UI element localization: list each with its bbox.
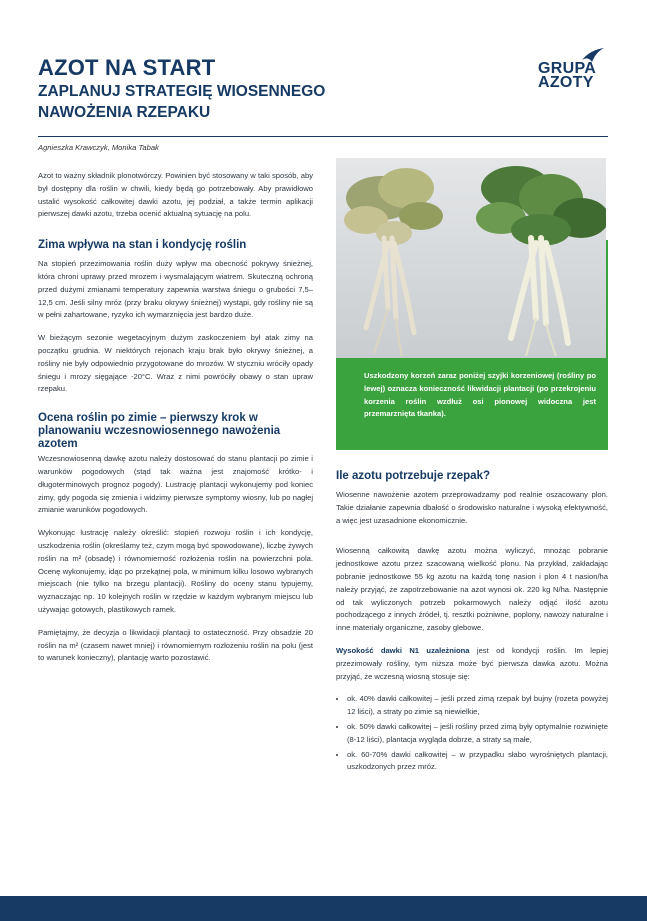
page-subtitle-line1: ZAPLANUJ STRATEGIĘ WIOSENNEGO [38, 83, 326, 100]
list-item: • ok. 60-70% dawki całkowitej – w przypadku słabo wyrośniętych plantacji, uszkodzonych przez mróz. [347, 749, 608, 775]
page-title: AZOT NA START [38, 55, 216, 80]
footer-bar [0, 896, 647, 921]
winter-paragraph-2: W bieżącym sezonie wegetacyjnym dużym zaskoczeniem był atak zimy na początku grudnia. W niektórych rejonach kraju brak było okrywy śnieżnej, a rośliny nie były odpowiednio przygotowane do mrozów. W styczniu wróciły opady śniegu i mrozy sięgające -20°C. Wraz z nimi powróciły obawy o stan upraw rzepaku. [38, 333, 313, 394]
assessment-paragraph-1: Wczesnowiosenną dawkę azotu należy dostosować do stanu plantacji po zimie i warunków pogodowych (stąd tak ważna jest znajomość krótko- i długoterminowych prognoz pogody). Lustrację plantacji wykonujemy pod koniec zimy, gdy pogoda się zmienia i widzimy pierwsze symptomy wiosny, lub po nagłej zmianie warunków pogodowych. [38, 454, 313, 515]
photo-caption: Uszkodzony korzeń zaraz poniżej szyjki korzeniowej (rośliny po lewej) oznacza konieczność likwidacji plantacji (po przekrojeniu korzenia roślin wzdłuż osi pionowej widoczna jest przemarznięta tkanka). [364, 371, 596, 419]
list-item: • ok. 50% dawki całkowitej – jeśli rośliny przed zimą były optymalnie rozwinięte (8-12 liści), plantacja wygląda dobrze, a straty są małe, [347, 721, 608, 747]
winter-paragraph-1: Na stopień przezimowania roślin duży wpływ ma obecność pokrywy śnieżnej, która chroni uprawy przed mrozem i wysmalającym wiatrem. Skuteczną ochroną przed dużymi zmianami temperatury zapewnia warstwa śniegu o grubości 7,5–12,5 cm. Jeśli silny mróz (przy braku okrywy śnieżnej) wystąpi, gdy rośliny nie są w pełni zahartowane, ryzyko ich wymarznięcia jest bardzo duże. [38, 259, 313, 320]
grupa-azoty-logo: GRUPA AZOTY [536, 48, 608, 92]
right-column [336, 470, 608, 776]
section-heading-winter: Zima wpływa na stan i kondycję roślin [38, 239, 247, 252]
section-heading-nitrogen-needs: Ile azotu potrzebuje rzepak? [336, 470, 490, 482]
left-column [38, 170, 313, 675]
dose-lead: Wysokość dawki N1 uzależniona [336, 645, 470, 655]
needs-paragraph-2: Wiosenną całkowitą dawkę azotu można wyliczyć, mnożąc pobranie jednostkowe azotu przez szacowaną wielkość plonu. Na przykład, zakładając pobranie jednostkowe 55 kg azotu na każdą tonę nasion i plon 4 t nasion/ha należy przyjąć, że zapotrzebowanie na azot wynosi ok. 220 kg N/ha. Następnie od tak wyliczonych potrzeb pokarmowych należy odjąć ilość azotu pochodzącego z innych źródeł, tj. resztki pożniwne, poplony, nawozy naturalne i inne materiały organiczne, zasoby glebowe. [336, 546, 608, 633]
intro-paragraph: Azot to ważny składnik plonotwórczy. Powinien być stosowany w taki sposób, aby był dostępny dla roślin w chwili, kiedy będą go potrzebowały. Aby prawidłowo ustalić wysokość całkowitej dawki azotu, jej podział, a także termin aplikacji pierwszej dawki azotu, trzeba ocenić aktualną sytuację na polu. [38, 171, 313, 219]
dose-rest: jest od kondycji roślin. Im lepiej przezimowały rośliny, tym niższa może być pierwsza dawka azotu. Można przyjąć, że wczesną wiosną stosuje się: [336, 645, 609, 681]
assessment-paragraph-2: Wykonując lustrację należy określić: stopień rozwoju roślin i ich kondycję, uszkodzenia roślin (określamy też, czym mogą być spowodowane), liczbę żywych roślin na m² (obsadę) i równomierność rozłożenia roślin na powierzchni pola. Ocenę wykonujemy, idąc po przekątnej pola, w minimum kilku losowo wybranych miejscach (nie tylko na brzegu plantacji). Rośliny do oceny stanu typujemy, wyznaczając np. 10 kolejnych roślin w rzędzie w każdym wybranym miejscu lub używając gotowych, plastikowych ramek. [38, 528, 313, 614]
rapeseed-roots-photo [336, 158, 606, 358]
section-heading-assessment: Ocena roślin po zimie – pierwszy krok w planowaniu wczesnowiosennego nawożenia azotem [38, 412, 281, 451]
page-subtitle-line2: NAWOŻENIA RZEPAKU [38, 104, 211, 121]
needs-paragraph-3 [336, 645, 608, 683]
list-item: • ok. 40% dawki całkowitej – jeśli przed zimą rzepak był bujny (rozeta powyżej 12 liści), a straty po zimie są niewielkie, [347, 693, 608, 719]
needs-paragraph-1: Wiosenne nawożenie azotem przeprowadzamy pod realnie oszacowany plon. Takie działanie zapewnia dbałość o środowisko naturalne i wysoką efektywność, a więc jest uzasadnione ekonomicznie. [336, 490, 608, 525]
header-divider [38, 136, 608, 137]
assessment-paragraph-3: Pamiętajmy, że decyzja o likwidacji plantacji to ostateczność. Przy obsadzie 20 roślin na m² (czasem nawet mniej) i równomiernym rozłożeniu roślin na polu (jest to warunek konieczny), plantację warto pozostawić. [38, 627, 313, 663]
page-header [38, 56, 325, 122]
dose-list [336, 693, 608, 774]
authors: Agnieszka Krawczyk, Monika Tabak [38, 143, 159, 152]
